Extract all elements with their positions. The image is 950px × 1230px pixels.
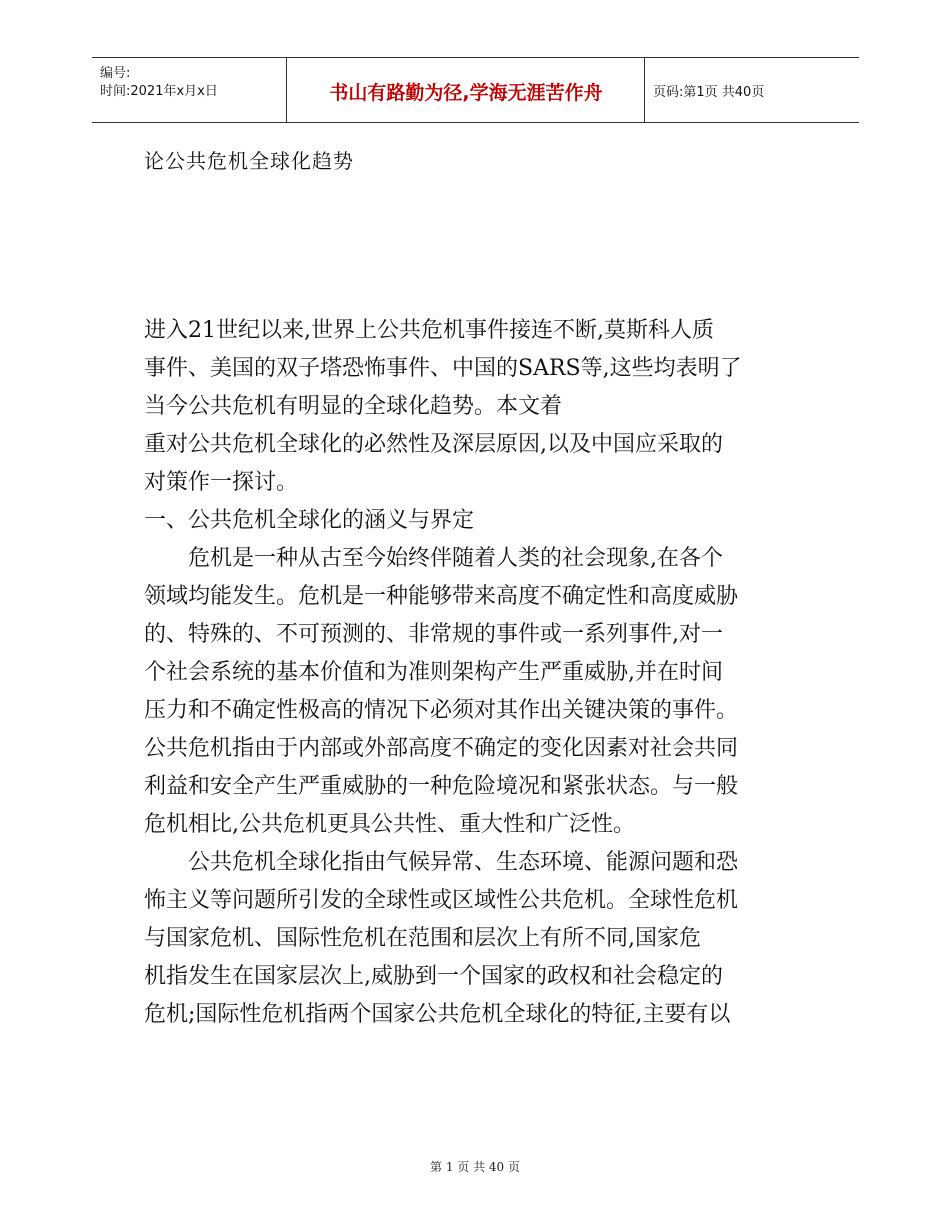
body-line: 当今公共危机有明显的全球化趋势。本文着 <box>144 394 563 419</box>
time-label: 时间:2021年x月x日 <box>100 84 218 99</box>
document-body <box>144 312 824 1034</box>
body-line: 怖主义等问题所引发的全球性或区域性公共危机。全球性危机 <box>144 888 739 913</box>
header-meta-cell <box>92 58 286 122</box>
body-line: 对策作一探讨。 <box>144 470 299 495</box>
body-line: 个社会系统的基本价值和为准则架构产生严重威胁,并在时间 <box>144 660 723 685</box>
document-title: 论公共危机全球化趋势 <box>144 149 354 173</box>
page-footer: 第 1 页 共 40 页 <box>430 1160 520 1174</box>
body-line: 重对公共危机全球化的必然性及深层原因,以及中国应采取的 <box>144 432 723 457</box>
body-line: 的、特殊的、不可预测的、非常规的事件或一系列事件,对一 <box>144 622 723 647</box>
body-line: 领域均能发生。危机是一种能够带来高度不确定性和高度威胁 <box>144 584 739 609</box>
header-page-cell <box>644 58 860 122</box>
body-line: 利益和安全产生严重威胁的一种危险境况和紧张状态。与一般 <box>144 774 739 799</box>
body-line: 与国家危机、国际性危机在范围和层次上有所不同,国家危 <box>144 926 701 951</box>
body-line: 公共危机指由于内部或外部高度不确定的变化因素对社会共同 <box>144 736 739 761</box>
header-page-label: 页码:第1页 共40页 <box>653 85 765 100</box>
body-line: 事件、美国的双子塔恐怖事件、中国的SARS等,这些均表明了 <box>144 356 742 381</box>
body-line: 危机是一种从古至今始终伴随着人类的社会现象,在各个 <box>188 546 723 571</box>
header-motto-cell <box>286 58 645 122</box>
document-header <box>92 57 859 123</box>
number-label: 编号: <box>100 66 131 81</box>
body-line: 公共危机全球化指由气候异常、生态环境、能源问题和恐 <box>188 850 739 875</box>
header-motto: 书山有路勤为径,学海无涯苦作舟 <box>329 82 603 104</box>
body-line: 机指发生在国家层次上,威胁到一个国家的政权和社会稳定的 <box>144 964 723 989</box>
body-line: 危机相比,公共危机更具公共性、重大性和广泛性。 <box>144 812 635 837</box>
body-line: 压力和不确定性极高的情况下必须对其作出关键决策的事件。 <box>144 698 739 723</box>
section-heading: 一、公共危机全球化的涵义与界定 <box>144 508 475 533</box>
body-line: 危机;国际性危机指两个国家公共危机全球化的特征,主要有以 <box>144 1002 731 1027</box>
body-line: 进入21世纪以来,世界上公共危机事件接连不断,莫斯科人质 <box>144 318 714 343</box>
